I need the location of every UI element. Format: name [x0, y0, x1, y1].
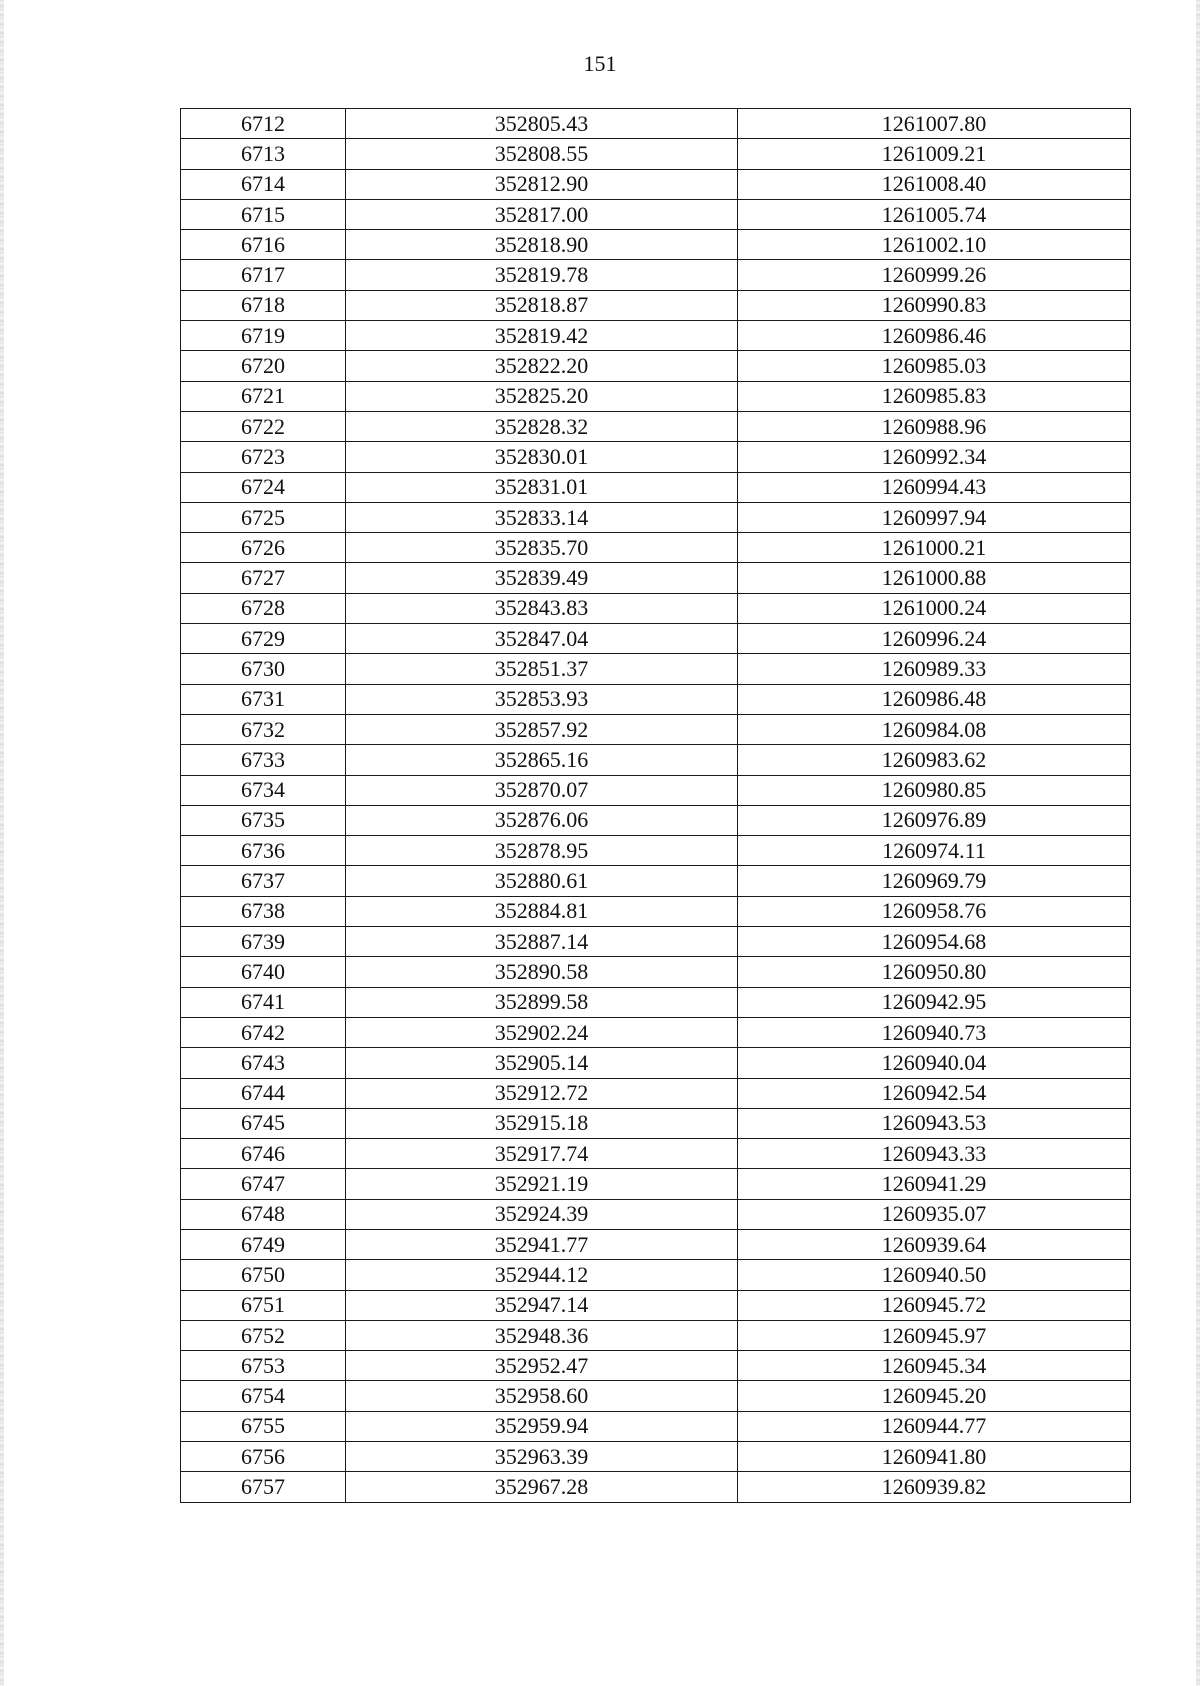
- y-coordinate-cell: 1260939.64: [738, 1229, 1131, 1259]
- y-coordinate-cell: 1260986.46: [738, 321, 1131, 351]
- table-row: [181, 1048, 1131, 1078]
- point-number-cell: 6744: [181, 1078, 346, 1108]
- x-coordinate-cell: 352915.18: [346, 1108, 738, 1138]
- table-row: [181, 1260, 1131, 1290]
- point-number-cell: 6718: [181, 290, 346, 320]
- table-row: [181, 957, 1131, 987]
- table-row: [181, 199, 1131, 229]
- point-number-cell: 6743: [181, 1048, 346, 1078]
- table-row: [181, 230, 1131, 260]
- point-number-cell: 6754: [181, 1381, 346, 1411]
- y-coordinate-cell: 1260942.95: [738, 987, 1131, 1017]
- point-number-cell: 6713: [181, 139, 346, 169]
- point-number-cell: 6742: [181, 1017, 346, 1047]
- y-coordinate-cell: 1260974.11: [738, 836, 1131, 866]
- point-number-cell: 6748: [181, 1199, 346, 1229]
- x-coordinate-cell: 352880.61: [346, 866, 738, 896]
- table-row: [181, 563, 1131, 593]
- point-number-cell: 6737: [181, 866, 346, 896]
- y-coordinate-cell: 1261000.24: [738, 593, 1131, 623]
- point-number-cell: 6735: [181, 805, 346, 835]
- point-number-cell: 6736: [181, 836, 346, 866]
- table-row: [181, 1351, 1131, 1381]
- table-row: [181, 442, 1131, 472]
- scan-right-edge: [1196, 0, 1200, 1686]
- point-number-cell: 6731: [181, 684, 346, 714]
- table-row: [181, 1442, 1131, 1472]
- table-row: [181, 290, 1131, 320]
- point-number-cell: 6715: [181, 199, 346, 229]
- table-row: [181, 745, 1131, 775]
- point-number-cell: 6733: [181, 745, 346, 775]
- y-coordinate-cell: 1261000.21: [738, 533, 1131, 563]
- point-number-cell: 6741: [181, 987, 346, 1017]
- y-coordinate-cell: 1261000.88: [738, 563, 1131, 593]
- x-coordinate-cell: 352899.58: [346, 987, 738, 1017]
- point-number-cell: 6717: [181, 260, 346, 290]
- x-coordinate-cell: 352902.24: [346, 1017, 738, 1047]
- y-coordinate-cell: 1260990.83: [738, 290, 1131, 320]
- x-coordinate-cell: 352819.78: [346, 260, 738, 290]
- table-row: [181, 1199, 1131, 1229]
- y-coordinate-cell: 1260945.20: [738, 1381, 1131, 1411]
- y-coordinate-cell: 1260976.89: [738, 805, 1131, 835]
- y-coordinate-cell: 1260940.50: [738, 1260, 1131, 1290]
- y-coordinate-cell: 1261009.21: [738, 139, 1131, 169]
- table-row: [181, 351, 1131, 381]
- x-coordinate-cell: 352839.49: [346, 563, 738, 593]
- point-number-cell: 6730: [181, 654, 346, 684]
- x-coordinate-cell: 352947.14: [346, 1290, 738, 1320]
- table-row: [181, 927, 1131, 957]
- table-row: [181, 1411, 1131, 1441]
- point-number-cell: 6745: [181, 1108, 346, 1138]
- y-coordinate-cell: 1260939.82: [738, 1472, 1131, 1502]
- y-coordinate-cell: 1260943.53: [738, 1108, 1131, 1138]
- x-coordinate-cell: 352884.81: [346, 896, 738, 926]
- y-coordinate-cell: 1260984.08: [738, 714, 1131, 744]
- point-number-cell: 6725: [181, 502, 346, 532]
- table-row: [181, 624, 1131, 654]
- table-row: [181, 714, 1131, 744]
- point-number-cell: 6750: [181, 1260, 346, 1290]
- x-coordinate-cell: 352948.36: [346, 1320, 738, 1350]
- point-number-cell: 6751: [181, 1290, 346, 1320]
- x-coordinate-cell: 352941.77: [346, 1229, 738, 1259]
- point-number-cell: 6740: [181, 957, 346, 987]
- table-row: [181, 987, 1131, 1017]
- point-number-cell: 6753: [181, 1351, 346, 1381]
- table-row: [181, 1108, 1131, 1138]
- y-coordinate-cell: 1260988.96: [738, 411, 1131, 441]
- y-coordinate-cell: 1260958.76: [738, 896, 1131, 926]
- table-row: [181, 866, 1131, 896]
- table-row: [181, 1381, 1131, 1411]
- x-coordinate-cell: 352830.01: [346, 442, 738, 472]
- x-coordinate-cell: 352805.43: [346, 109, 738, 139]
- table-row: [181, 381, 1131, 411]
- point-number-cell: 6727: [181, 563, 346, 593]
- point-number-cell: 6755: [181, 1411, 346, 1441]
- table-row: [181, 109, 1131, 139]
- x-coordinate-cell: 352822.20: [346, 351, 738, 381]
- y-coordinate-cell: 1260980.85: [738, 775, 1131, 805]
- x-coordinate-cell: 352952.47: [346, 1351, 738, 1381]
- point-number-cell: 6752: [181, 1320, 346, 1350]
- y-coordinate-cell: 1260954.68: [738, 927, 1131, 957]
- x-coordinate-cell: 352944.12: [346, 1260, 738, 1290]
- y-coordinate-cell: 1260945.97: [738, 1320, 1131, 1350]
- table-row: [181, 1472, 1131, 1502]
- table-row: [181, 1290, 1131, 1320]
- x-coordinate-cell: 352857.92: [346, 714, 738, 744]
- point-number-cell: 6756: [181, 1442, 346, 1472]
- point-number-cell: 6722: [181, 411, 346, 441]
- point-number-cell: 6734: [181, 775, 346, 805]
- point-number-cell: 6729: [181, 624, 346, 654]
- table-row: [181, 593, 1131, 623]
- x-coordinate-cell: 352818.87: [346, 290, 738, 320]
- y-coordinate-cell: 1260992.34: [738, 442, 1131, 472]
- y-coordinate-cell: 1260945.72: [738, 1290, 1131, 1320]
- table-row: [181, 684, 1131, 714]
- x-coordinate-cell: 352870.07: [346, 775, 738, 805]
- point-number-cell: 6724: [181, 472, 346, 502]
- y-coordinate-cell: 1260950.80: [738, 957, 1131, 987]
- table-row: [181, 1320, 1131, 1350]
- table-row: [181, 502, 1131, 532]
- x-coordinate-cell: 352835.70: [346, 533, 738, 563]
- y-coordinate-cell: 1261002.10: [738, 230, 1131, 260]
- x-coordinate-cell: 352924.39: [346, 1199, 738, 1229]
- x-coordinate-cell: 352828.32: [346, 411, 738, 441]
- y-coordinate-cell: 1260940.73: [738, 1017, 1131, 1047]
- y-coordinate-cell: 1260945.34: [738, 1351, 1131, 1381]
- table-row: [181, 805, 1131, 835]
- point-number-cell: 6726: [181, 533, 346, 563]
- point-number-cell: 6749: [181, 1229, 346, 1259]
- y-coordinate-cell: 1260941.80: [738, 1442, 1131, 1472]
- scan-left-edge: [0, 0, 4, 1686]
- y-coordinate-cell: 1260985.03: [738, 351, 1131, 381]
- point-number-cell: 6728: [181, 593, 346, 623]
- table-row: [181, 169, 1131, 199]
- y-coordinate-cell: 1261008.40: [738, 169, 1131, 199]
- x-coordinate-cell: 352963.39: [346, 1442, 738, 1472]
- point-number-cell: 6732: [181, 714, 346, 744]
- point-number-cell: 6721: [181, 381, 346, 411]
- x-coordinate-cell: 352808.55: [346, 139, 738, 169]
- y-coordinate-cell: 1260996.24: [738, 624, 1131, 654]
- x-coordinate-cell: 352817.00: [346, 199, 738, 229]
- x-coordinate-cell: 352876.06: [346, 805, 738, 835]
- table-row: [181, 654, 1131, 684]
- x-coordinate-cell: 352833.14: [346, 502, 738, 532]
- point-number-cell: 6712: [181, 109, 346, 139]
- x-coordinate-cell: 352847.04: [346, 624, 738, 654]
- coordinate-table: [180, 108, 1131, 1503]
- point-number-cell: 6720: [181, 351, 346, 381]
- y-coordinate-cell: 1261007.80: [738, 109, 1131, 139]
- point-number-cell: 6716: [181, 230, 346, 260]
- y-coordinate-cell: 1260935.07: [738, 1199, 1131, 1229]
- x-coordinate-cell: 352912.72: [346, 1078, 738, 1108]
- x-coordinate-cell: 352959.94: [346, 1411, 738, 1441]
- y-coordinate-cell: 1260999.26: [738, 260, 1131, 290]
- coordinate-table-body: [181, 109, 1131, 1503]
- y-coordinate-cell: 1260944.77: [738, 1411, 1131, 1441]
- x-coordinate-cell: 352878.95: [346, 836, 738, 866]
- table-row: [181, 1229, 1131, 1259]
- x-coordinate-cell: 352890.58: [346, 957, 738, 987]
- table-row: [181, 472, 1131, 502]
- y-coordinate-cell: 1260940.04: [738, 1048, 1131, 1078]
- point-number-cell: 6723: [181, 442, 346, 472]
- y-coordinate-cell: 1260994.43: [738, 472, 1131, 502]
- x-coordinate-cell: 352905.14: [346, 1048, 738, 1078]
- y-coordinate-cell: 1260941.29: [738, 1169, 1131, 1199]
- point-number-cell: 6714: [181, 169, 346, 199]
- x-coordinate-cell: 352843.83: [346, 593, 738, 623]
- table-row: [181, 1169, 1131, 1199]
- y-coordinate-cell: 1260989.33: [738, 654, 1131, 684]
- x-coordinate-cell: 352825.20: [346, 381, 738, 411]
- x-coordinate-cell: 352967.28: [346, 1472, 738, 1502]
- y-coordinate-cell: 1260985.83: [738, 381, 1131, 411]
- x-coordinate-cell: 352851.37: [346, 654, 738, 684]
- y-coordinate-cell: 1260969.79: [738, 866, 1131, 896]
- table-row: [181, 775, 1131, 805]
- table-row: [181, 836, 1131, 866]
- table-row: [181, 1139, 1131, 1169]
- table-row: [181, 1017, 1131, 1047]
- point-number-cell: 6738: [181, 896, 346, 926]
- x-coordinate-cell: 352819.42: [346, 321, 738, 351]
- y-coordinate-cell: 1260986.48: [738, 684, 1131, 714]
- x-coordinate-cell: 352921.19: [346, 1169, 738, 1199]
- point-number-cell: 6739: [181, 927, 346, 957]
- x-coordinate-cell: 352865.16: [346, 745, 738, 775]
- point-number-cell: 6757: [181, 1472, 346, 1502]
- y-coordinate-cell: 1260997.94: [738, 502, 1131, 532]
- x-coordinate-cell: 352958.60: [346, 1381, 738, 1411]
- table-row: [181, 896, 1131, 926]
- y-coordinate-cell: 1260943.33: [738, 1139, 1131, 1169]
- table-row: [181, 139, 1131, 169]
- page-number: 151: [583, 51, 617, 76]
- x-coordinate-cell: 352831.01: [346, 472, 738, 502]
- table-row: [181, 260, 1131, 290]
- y-coordinate-cell: 1260983.62: [738, 745, 1131, 775]
- table-row: [181, 411, 1131, 441]
- x-coordinate-cell: 352812.90: [346, 169, 738, 199]
- y-coordinate-cell: 1260942.54: [738, 1078, 1131, 1108]
- table-row: [181, 1078, 1131, 1108]
- point-number-cell: 6747: [181, 1169, 346, 1199]
- table-row: [181, 533, 1131, 563]
- y-coordinate-cell: 1261005.74: [738, 199, 1131, 229]
- x-coordinate-cell: 352917.74: [346, 1139, 738, 1169]
- x-coordinate-cell: 352818.90: [346, 230, 738, 260]
- point-number-cell: 6719: [181, 321, 346, 351]
- x-coordinate-cell: 352887.14: [346, 927, 738, 957]
- x-coordinate-cell: 352853.93: [346, 684, 738, 714]
- point-number-cell: 6746: [181, 1139, 346, 1169]
- table-row: [181, 321, 1131, 351]
